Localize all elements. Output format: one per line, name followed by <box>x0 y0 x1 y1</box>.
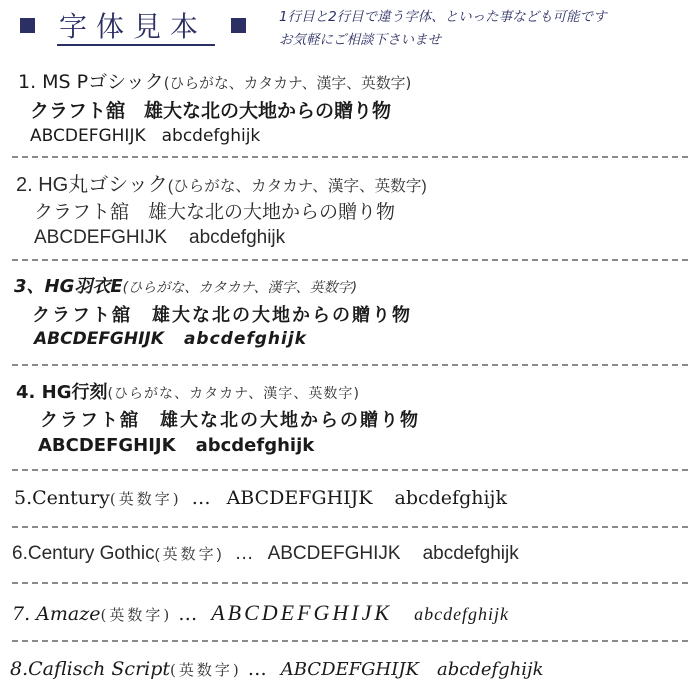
sample-8-ellipsis: … <box>247 658 267 680</box>
sample-2-upper: ABCDEFGHIJK <box>34 227 168 248</box>
sample-2-heading <box>16 168 427 197</box>
sample-6-note: (英数字) <box>154 546 225 563</box>
header-note-line2: お気軽にご相談下さいませ <box>279 32 441 48</box>
sample-7-line <box>12 600 509 626</box>
sample-6-line <box>12 543 519 565</box>
sample-3-alphabet <box>34 329 307 349</box>
sample-7-lower: abcdefghijk <box>414 604 510 624</box>
header-note <box>279 6 607 52</box>
divider-5 <box>12 526 688 528</box>
sample-5-upper: ABCDEFGHIJK <box>226 487 373 509</box>
sample-7-upper: ABCDEFGHIJK <box>211 600 393 625</box>
sample-6-ellipsis: … <box>234 543 254 564</box>
sample-2-lower: abcdefghijk <box>189 227 286 248</box>
sample-8-note: (英数字) <box>170 661 242 679</box>
sample-8-label: 8.Caflisch Script <box>10 658 171 680</box>
title-square-left-icon <box>20 18 35 33</box>
header-note-line1: 1行目と2行目で違う字体、といった事なども可能です <box>279 9 607 25</box>
sample-1-label: 1. MS Pゴシック <box>18 71 164 93</box>
title-square-right-icon <box>231 18 246 33</box>
sample-1-heading <box>18 67 411 94</box>
sample-7-label: 7. Amaze <box>12 603 101 625</box>
sample-5-ellipsis: … <box>191 487 211 509</box>
sample-6-upper: ABCDEFGHIJK <box>267 543 401 564</box>
sample-4-upper: ABCDEFGHIJK <box>38 435 176 456</box>
sample-1-note: (ひらがな、カタカナ、漢字、英数字) <box>163 75 412 92</box>
sample-5-label: 5.Century <box>14 487 110 509</box>
title-underline <box>57 44 215 46</box>
divider-1 <box>12 156 688 158</box>
header <box>0 0 700 60</box>
sample-4-lower: abcdefghijk <box>195 435 315 456</box>
sample-8-line <box>10 658 544 680</box>
sample-2-alphabet <box>34 227 285 249</box>
sample-3-upper: ABCDEFGHIJK <box>34 329 164 349</box>
sample-2-jp-text: クラフト舘 雄大な北の大地からの贈り物 <box>34 202 396 223</box>
sample-3-label: 3、HG羽衣E <box>14 276 123 297</box>
sample-4-label: 4. HG行刻 <box>16 382 108 403</box>
sample-1-jp-text: クラフト舘 雄大な北の大地からの贈り物 <box>30 100 392 122</box>
sample-4-note: (ひらがな、カタカナ、漢字、英数字) <box>107 386 360 402</box>
divider-3 <box>12 364 688 366</box>
sample-6-label: 6.Century Gothic <box>12 543 155 564</box>
sample-4-alphabet <box>38 435 314 456</box>
divider-7 <box>12 640 688 642</box>
sample-5-line <box>14 487 507 509</box>
page-title: 字体見本 <box>59 10 208 43</box>
sample-3-lower: abcdefghijk <box>183 329 307 349</box>
sample-7-note: (英数字) <box>100 606 173 624</box>
sample-8-lower: abcdefghijk <box>437 659 544 680</box>
sample-6-lower: abcdefghijk <box>422 543 519 564</box>
sample-1-alphabet <box>30 126 260 146</box>
sample-2-note: (ひらがな、カタカナ、漢字、英数字) <box>167 178 427 195</box>
sample-5-lower: abcdefghijk <box>394 487 507 509</box>
sample-1-lower: abcdefghijk <box>161 126 261 146</box>
sample-3-note: (ひらがな、カタカナ、漢字、英数字) <box>122 280 358 296</box>
sample-8-upper: ABCDEFGHIJK <box>280 659 419 680</box>
sample-7-ellipsis: … <box>178 603 198 625</box>
divider-2 <box>12 259 688 261</box>
divider-4 <box>12 469 688 471</box>
sample-1-upper: ABCDEFGHIJK <box>30 126 146 146</box>
divider-6 <box>12 582 688 584</box>
sample-4-heading <box>16 378 360 404</box>
sample-2-label: 2. HG丸ゴシック <box>16 174 168 196</box>
sample-5-note: (英数字) <box>109 490 182 508</box>
sample-3-jp-text: クラフト舘 雄大な北の大地からの贈り物 <box>32 305 412 326</box>
sample-3-heading <box>14 272 357 298</box>
sample-4-jp-text: クラフト舘 雄大な北の大地からの贈り物 <box>40 410 420 431</box>
